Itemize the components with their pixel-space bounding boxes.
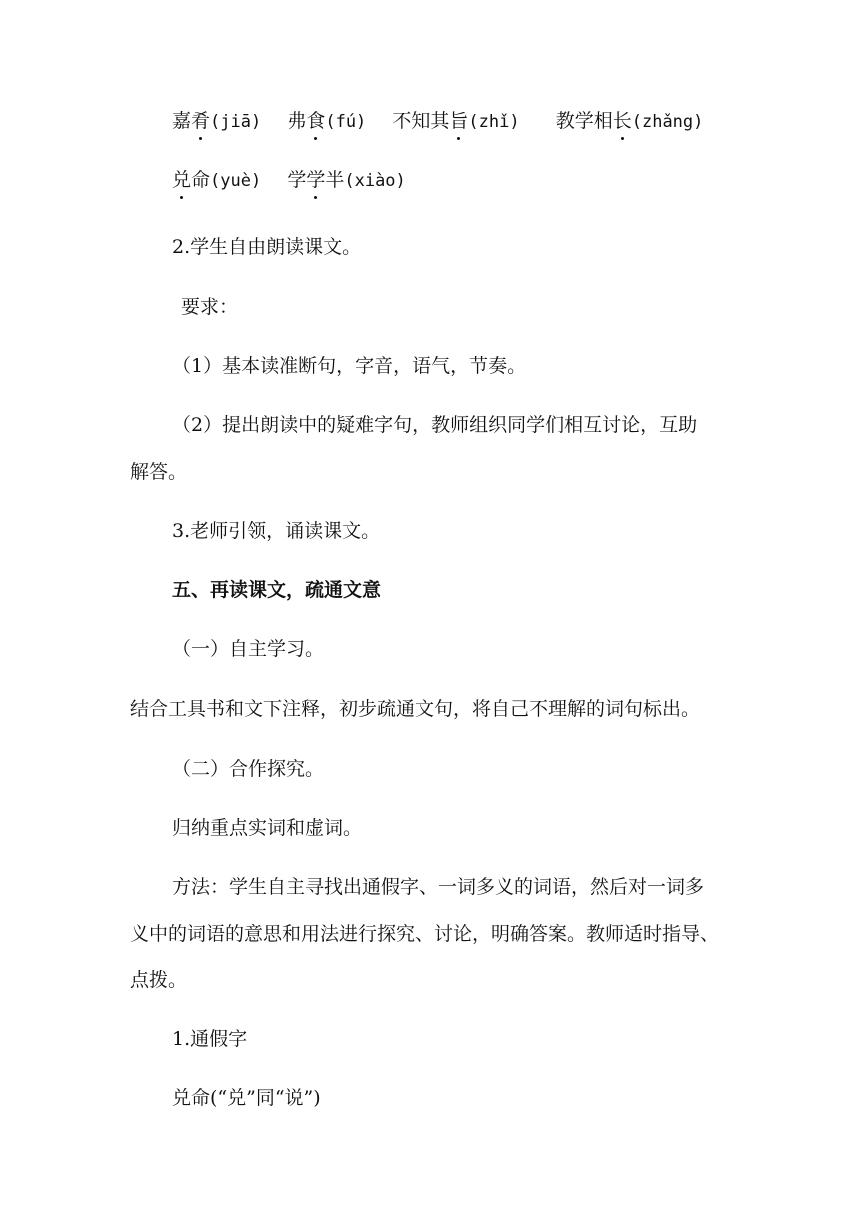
pinyin: (fú) [325,112,367,132]
vocab-item: 学学半(xiào) [287,169,406,191]
requirement-2-line-1: （2）提出朗读中的疑难字句，教师组织同学们相互讨论，互助 [172,414,698,436]
vocab-item: 嘉肴(jiā) [172,110,262,132]
pinyin: (yuè) [210,171,262,191]
step-2-read-freely: 2.学生自由朗读课文。 [172,236,362,258]
vocab-item: 教学相长(zhǎng) [555,110,704,132]
pinyin: (zhǎng) [631,112,704,132]
tongjia-heading: 1.通假字 [172,1028,248,1050]
step-3-teacher-lead: 3.老师引领，诵读课文。 [172,520,381,542]
emphasis-dot-char: 食 [306,110,326,132]
vocab-row-1 [172,109,703,134]
emphasis-dot-char: 旨 [449,110,469,132]
method-line-3: 点拨。 [130,969,188,991]
pinyin: (zhǐ) [468,112,520,132]
emphasis-dot-char: 兑 [172,169,192,191]
vocab-item: 不知其旨(zhǐ) [392,110,520,132]
pinyin: (jiā) [210,112,262,132]
requirements-label: 要求： [181,296,239,318]
subsection-cooperation: （二）合作探究。 [172,758,325,780]
tongjia-example: 兑命(“兑”同“说”) [172,1087,321,1109]
emphasis-dot-char: 学 [306,169,326,191]
subsection-self-study: （一）自主学习。 [172,638,325,660]
requirement-1: （1）基本读准断句，字音，语气，节奏。 [172,355,527,377]
section-5-heading: 五、再读课文，疏通文意 [172,579,382,601]
emphasis-dot-char: 长 [612,110,632,132]
pinyin: (xiào) [344,171,406,191]
vocab-item: 兑命(yuè) [172,169,262,191]
emphasis-dot-char: 肴 [191,110,211,132]
method-line-2: 义中的词语的意思和用法进行探究、讨论，明确答案。教师适时指导、 [130,923,720,945]
vocab-row-2 [172,168,406,193]
method-line-1: 方法：学生自主寻找出通假字、一词多义的词语，然后对一词多 [172,876,705,898]
vocab-item: 弗食(fú) [287,110,367,132]
self-study-description: 结合工具书和文下注释，初步疏通文句，将自己不理解的词句标出。 [130,698,701,720]
summary-line: 归纳重点实词和虚词。 [172,817,363,839]
requirement-2-line-2: 解答。 [130,461,188,483]
